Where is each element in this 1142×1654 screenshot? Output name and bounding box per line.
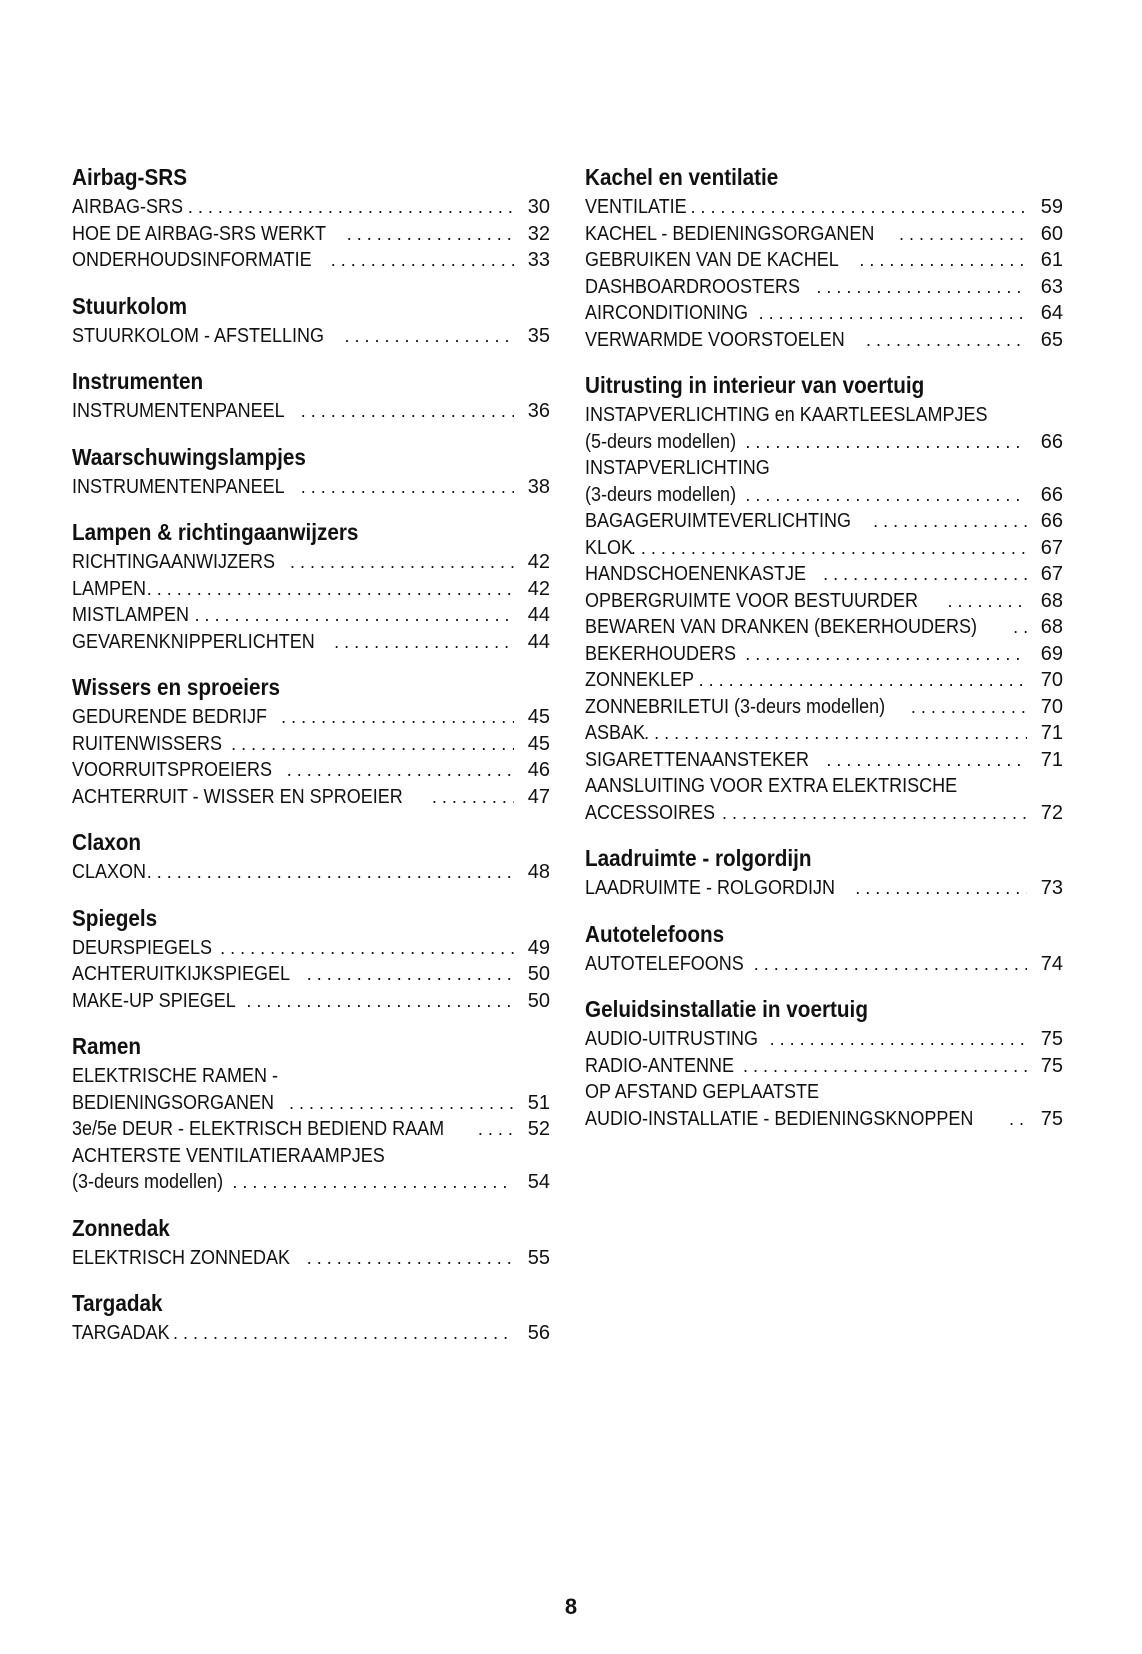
entry-page-number: 49: [527, 936, 550, 959]
toc-section: [72, 517, 550, 655]
leader-dots: [232, 1169, 514, 1196]
toc-entry[interactable]: [72, 323, 550, 350]
entry-page-number: 50: [527, 963, 550, 985]
leader-dots: [644, 720, 1027, 747]
entry-label: STUURKOLOM - AFSTELLING: [72, 324, 325, 347]
leader-dots: [432, 784, 514, 811]
toc-entry[interactable]: [585, 951, 1063, 978]
leader-dots: [873, 508, 1027, 535]
entry-label: DEURSPIEGELS: [72, 936, 213, 959]
entry-page-number: 67: [1040, 563, 1063, 585]
toc-entry[interactable]: [72, 757, 550, 784]
entry-label-line: ELEKTRISCHE RAMEN -: [72, 1065, 279, 1087]
toc-entry[interactable]: [72, 731, 550, 758]
entry-page-number: 54: [527, 1171, 550, 1193]
section-title: Spiegels: [72, 904, 158, 931]
leader-dots: [855, 875, 1027, 902]
entry-label: ACCESSOIRES: [585, 801, 716, 824]
entry-page-number: 42: [527, 551, 550, 573]
toc-entry[interactable]: [72, 961, 550, 988]
toc-section: [72, 1031, 550, 1196]
entry-label: BEDIENINGSORGANEN: [72, 1091, 275, 1114]
leader-dots: [823, 561, 1027, 588]
toc-section: [585, 162, 1063, 353]
toc-section: [585, 919, 1063, 978]
entry-page-number: 70: [1040, 669, 1063, 691]
leader-dots: [188, 194, 514, 221]
leader-dots: [347, 221, 514, 248]
toc-entry[interactable]: [585, 194, 1063, 221]
toc-entry[interactable]: [585, 327, 1063, 354]
leader-dots: [287, 757, 514, 784]
leader-dots: [289, 1090, 514, 1117]
entry-label: BEKERHOUDERS: [585, 642, 737, 665]
leader-dots: [331, 247, 514, 274]
entry-label: SIGARETTENAANSTEKER: [585, 748, 810, 771]
leader-dots: [911, 694, 1027, 721]
page-number: 8: [564, 1594, 578, 1619]
toc-entry[interactable]: [72, 988, 550, 1015]
toc-entry[interactable]: [72, 784, 550, 811]
entry-label: (3-deurs modellen): [72, 1171, 224, 1193]
toc-entry[interactable]: [585, 274, 1063, 301]
entry-label: KACHEL - BEDIENINGSORGANEN: [585, 222, 875, 245]
section-title: Targadak: [72, 1290, 163, 1316]
toc-entry[interactable]: [585, 875, 1063, 902]
toc-entry[interactable]: [585, 1026, 1063, 1053]
leader-dots: [690, 194, 1027, 221]
leader-dots: [147, 859, 514, 886]
leader-dots: [301, 474, 514, 501]
leader-dots: [722, 800, 1027, 827]
toc-entry[interactable]: [585, 535, 1063, 562]
toc-entry[interactable]: [585, 694, 1063, 721]
section-title: Geluidsinstallatie in voertuig: [585, 996, 868, 1022]
entry-page-number: 45: [527, 732, 550, 755]
leader-dots: [307, 961, 514, 988]
toc-entry[interactable]: [585, 561, 1063, 588]
section-title: Airbag-SRS: [72, 164, 188, 190]
toc-entry[interactable]: [585, 773, 1063, 826]
entry-label: KLOK: [585, 536, 634, 559]
toc-entry[interactable]: [585, 614, 1063, 641]
entry-label: RADIO-ANTENNE: [585, 1054, 735, 1077]
toc-entry[interactable]: [72, 602, 550, 629]
entry-page-number: 59: [1040, 196, 1063, 218]
entry-label: GEBRUIKEN VAN DE KACHEL: [585, 249, 839, 271]
toc-section: [72, 1288, 550, 1347]
entry-page-number: 63: [1040, 275, 1063, 298]
entry-page-number: 68: [1040, 589, 1063, 612]
toc-entry[interactable]: [72, 221, 550, 248]
entry-label: RUITENWISSERS: [72, 732, 223, 755]
toc-entry[interactable]: [585, 1079, 1063, 1132]
entry-page-number: 66: [1040, 483, 1063, 506]
entry-label: VERWARMDE VOORSTOELEN: [585, 328, 845, 351]
leader-dots: [754, 951, 1027, 978]
entry-page-number: 46: [527, 759, 550, 781]
entry-page-number: 66: [1040, 430, 1063, 453]
leader-dots: [246, 988, 514, 1015]
section-title: Claxon: [72, 829, 142, 855]
section-title: Laadruimte - rolgordijn: [585, 845, 812, 871]
entry-page-number: 71: [1040, 748, 1063, 771]
entry-label: (3-deurs modellen): [585, 483, 737, 506]
toc-entry[interactable]: [72, 247, 550, 274]
leader-dots: [173, 1320, 514, 1347]
toc-section: [72, 827, 550, 886]
entry-label: HOE DE AIRBAG-SRS WERKT: [72, 222, 327, 245]
entry-label: RICHTINGAANWIJZERS: [72, 551, 276, 573]
toc-entry[interactable]: [72, 1116, 550, 1143]
entry-label: 3e/5e DEUR - ELEKTRISCH BEDIEND RAAM: [72, 1118, 445, 1140]
entry-page-number: 42: [527, 577, 550, 600]
entry-page-number: 61: [1040, 249, 1063, 271]
entry-page-number: 51: [527, 1091, 550, 1114]
entry-label: VOORRUITSPROEIERS: [72, 759, 273, 781]
leader-dots: [478, 1116, 514, 1143]
entry-label: INSTRUMENTENPANEEL: [72, 400, 285, 422]
section-title: Lampen & richtingaanwijzers: [72, 519, 359, 545]
toc-entry[interactable]: [585, 667, 1063, 694]
entry-label: OPBERGRUIMTE VOOR BESTUURDER: [585, 589, 919, 612]
entry-page-number: 66: [1040, 510, 1063, 532]
entry-label: LAMPEN: [72, 577, 147, 600]
leader-dots: [745, 641, 1027, 668]
toc-entry[interactable]: [585, 641, 1063, 668]
entry-page-number: 47: [527, 785, 550, 808]
section-title: Autotelefoons: [585, 920, 725, 947]
toc-entry[interactable]: [585, 508, 1063, 535]
entry-page-number: 75: [1040, 1107, 1063, 1130]
toc-section: [72, 442, 550, 501]
leader-dots: [301, 398, 514, 425]
toc-entry[interactable]: [72, 576, 550, 603]
leader-dots: [290, 549, 514, 576]
leader-dots: [826, 747, 1027, 774]
toc-section: [72, 162, 550, 274]
entry-page-number: 36: [527, 400, 550, 422]
entry-page-number: 69: [1040, 642, 1063, 665]
entry-label: MISTLAMPEN: [72, 604, 190, 626]
toc-entry[interactable]: [585, 747, 1063, 774]
leader-dots: [759, 300, 1027, 327]
entry-page-number: 67: [1040, 536, 1063, 559]
entry-page-number: 73: [1040, 877, 1063, 899]
entry-label: ZONNEKLEP: [585, 669, 695, 691]
leader-dots: [194, 602, 514, 629]
leader-dots: [307, 1245, 514, 1272]
entry-label: LAADRUIMTE - ROLGORDIJN: [585, 877, 836, 899]
section-title: Instrumenten: [72, 368, 204, 394]
toc-entry[interactable]: [72, 859, 550, 886]
entry-label: ELEKTRISCH ZONNEDAK: [72, 1246, 291, 1269]
leader-dots: [631, 535, 1027, 562]
toc-entry[interactable]: [585, 247, 1063, 274]
toc-entry[interactable]: [585, 402, 1063, 455]
toc-entry[interactable]: [72, 398, 550, 425]
toc-left-column: [72, 162, 550, 1364]
entry-page-number: 64: [1040, 302, 1063, 324]
entry-page-number: 60: [1040, 222, 1063, 245]
entry-label: HANDSCHOENENKASTJE: [585, 563, 807, 585]
toc-entry[interactable]: [585, 1053, 1063, 1080]
entry-page-number: 32: [527, 222, 550, 245]
entry-label: TARGADAK: [72, 1322, 170, 1344]
toc-entry[interactable]: [72, 1063, 550, 1116]
entry-page-number: 35: [527, 324, 550, 347]
leader-dots: [859, 247, 1027, 274]
entry-label: ZONNEBRILETUI (3-deurs modellen): [585, 695, 886, 718]
entry-page-number: 70: [1040, 695, 1063, 718]
toc-section: [585, 994, 1063, 1132]
toc-entry[interactable]: [72, 194, 550, 221]
entry-label: DASHBOARDROOSTERS: [585, 275, 801, 298]
toc-entry[interactable]: [585, 720, 1063, 747]
entry-label: GEDURENDE BEDRIJF: [72, 706, 268, 728]
leader-dots: [770, 1026, 1027, 1053]
leader-dots: [948, 588, 1028, 615]
entry-label: MAKE-UP SPIEGEL: [72, 989, 236, 1012]
leader-dots: [699, 667, 1027, 694]
entry-label: AIRBAG-SRS: [72, 196, 184, 218]
entry-page-number: 48: [527, 861, 550, 883]
toc-entry[interactable]: [585, 221, 1063, 248]
leader-dots: [147, 576, 514, 603]
entry-label-line: ACHTERSTE VENTILATIERAAMPJES: [72, 1144, 385, 1167]
entry-label: BEWAREN VAN DRANKEN (BEKERHOUDERS): [585, 616, 978, 638]
section-title: Wissers en sproeiers: [72, 674, 281, 700]
section-title: Stuurkolom: [72, 292, 188, 319]
toc-entry[interactable]: [72, 629, 550, 656]
leader-dots: [1013, 614, 1027, 641]
section-title: Kachel en ventilatie: [585, 164, 779, 190]
entry-label: ACHTERRUIT - WISSER EN SPROEIER: [72, 785, 403, 808]
entry-label: BAGAGERUIMTEVERLICHTING: [585, 510, 852, 532]
section-title: Ramen: [72, 1033, 142, 1059]
entry-label-line: OP AFSTAND GEPLAATSTE: [585, 1081, 820, 1103]
toc-entry[interactable]: [72, 549, 550, 576]
entry-label: GEVARENKNIPPERLICHTEN: [72, 630, 315, 653]
entry-page-number: 72: [1040, 801, 1063, 824]
toc-section: [72, 672, 550, 810]
leader-dots: [743, 1053, 1027, 1080]
leader-dots: [899, 221, 1027, 248]
entry-label: CLAXON: [72, 861, 147, 883]
entry-label: AUDIO-INSTALLATIE - BEDIENINGSKNOPPEN: [585, 1107, 974, 1130]
leader-dots: [334, 629, 514, 656]
leader-dots: [220, 935, 514, 962]
entry-page-number: 44: [527, 604, 550, 626]
toc-entry[interactable]: [72, 935, 550, 962]
toc-entry[interactable]: [72, 1320, 550, 1347]
entry-label: ONDERHOUDSINFORMATIE: [72, 249, 312, 271]
toc-section: [585, 370, 1063, 826]
section-title: Zonnedak: [72, 1214, 170, 1241]
entry-page-number: 45: [527, 706, 550, 728]
entry-label-line: INSTAPVERLICHTING en KAARTLEESLAMPJES: [585, 404, 988, 426]
entry-label-line: AANSLUITING VOOR EXTRA ELEKTRISCHE: [585, 775, 958, 797]
toc-entry[interactable]: [72, 1143, 550, 1196]
leader-dots: [1009, 1106, 1027, 1133]
toc-entry[interactable]: [585, 588, 1063, 615]
entry-page-number: 65: [1040, 328, 1063, 351]
entry-label: INSTRUMENTENPANEEL: [72, 475, 285, 498]
entry-label: AUDIO-UITRUSTING: [585, 1028, 758, 1050]
leader-dots: [816, 274, 1027, 301]
toc-right-column: [585, 162, 1063, 1149]
leader-dots: [866, 327, 1027, 354]
entry-page-number: 68: [1040, 616, 1063, 638]
entry-page-number: 56: [527, 1322, 550, 1344]
leader-dots: [745, 429, 1027, 456]
leader-dots: [281, 704, 514, 731]
entry-label: (5-deurs modellen): [585, 430, 737, 453]
section-title: Waarschuwingslampjes: [72, 443, 306, 470]
leader-dots: [231, 731, 514, 758]
toc-section: [585, 843, 1063, 902]
entry-page-number: 75: [1040, 1054, 1063, 1077]
entry-label: ASBAK: [585, 722, 646, 744]
entry-page-number: 55: [527, 1246, 550, 1269]
toc-entry[interactable]: [72, 1245, 550, 1272]
entry-page-number: 44: [527, 630, 550, 653]
entry-page-number: 71: [1040, 722, 1063, 744]
leader-dots: [745, 482, 1027, 509]
entry-label: ACHTERUITKIJKSPIEGEL: [72, 963, 291, 985]
entry-label: AIRCONDITIONING: [585, 302, 749, 324]
section-title: Uitrusting in interieur van voertuig: [585, 372, 925, 398]
entry-page-number: 52: [527, 1118, 550, 1140]
entry-label-line: INSTAPVERLICHTING: [585, 457, 770, 479]
entry-page-number: 38: [527, 475, 550, 498]
toc-section: [72, 291, 550, 350]
toc-entry[interactable]: [585, 455, 1063, 508]
toc-section: [72, 366, 550, 425]
entry-page-number: 75: [1040, 1028, 1063, 1050]
toc-entry[interactable]: [72, 704, 550, 731]
toc-section: [72, 903, 550, 1015]
toc-section: [72, 1213, 550, 1272]
toc-entry[interactable]: [585, 300, 1063, 327]
entry-label: VENTILATIE: [585, 196, 687, 218]
toc-entry[interactable]: [72, 474, 550, 501]
entry-page-number: 30: [527, 196, 550, 218]
entry-page-number: 74: [1040, 952, 1063, 975]
leader-dots: [345, 323, 514, 350]
entry-label: AUTOTELEFOONS: [585, 952, 744, 975]
entry-page-number: 50: [527, 989, 550, 1012]
entry-page-number: 33: [527, 249, 550, 271]
